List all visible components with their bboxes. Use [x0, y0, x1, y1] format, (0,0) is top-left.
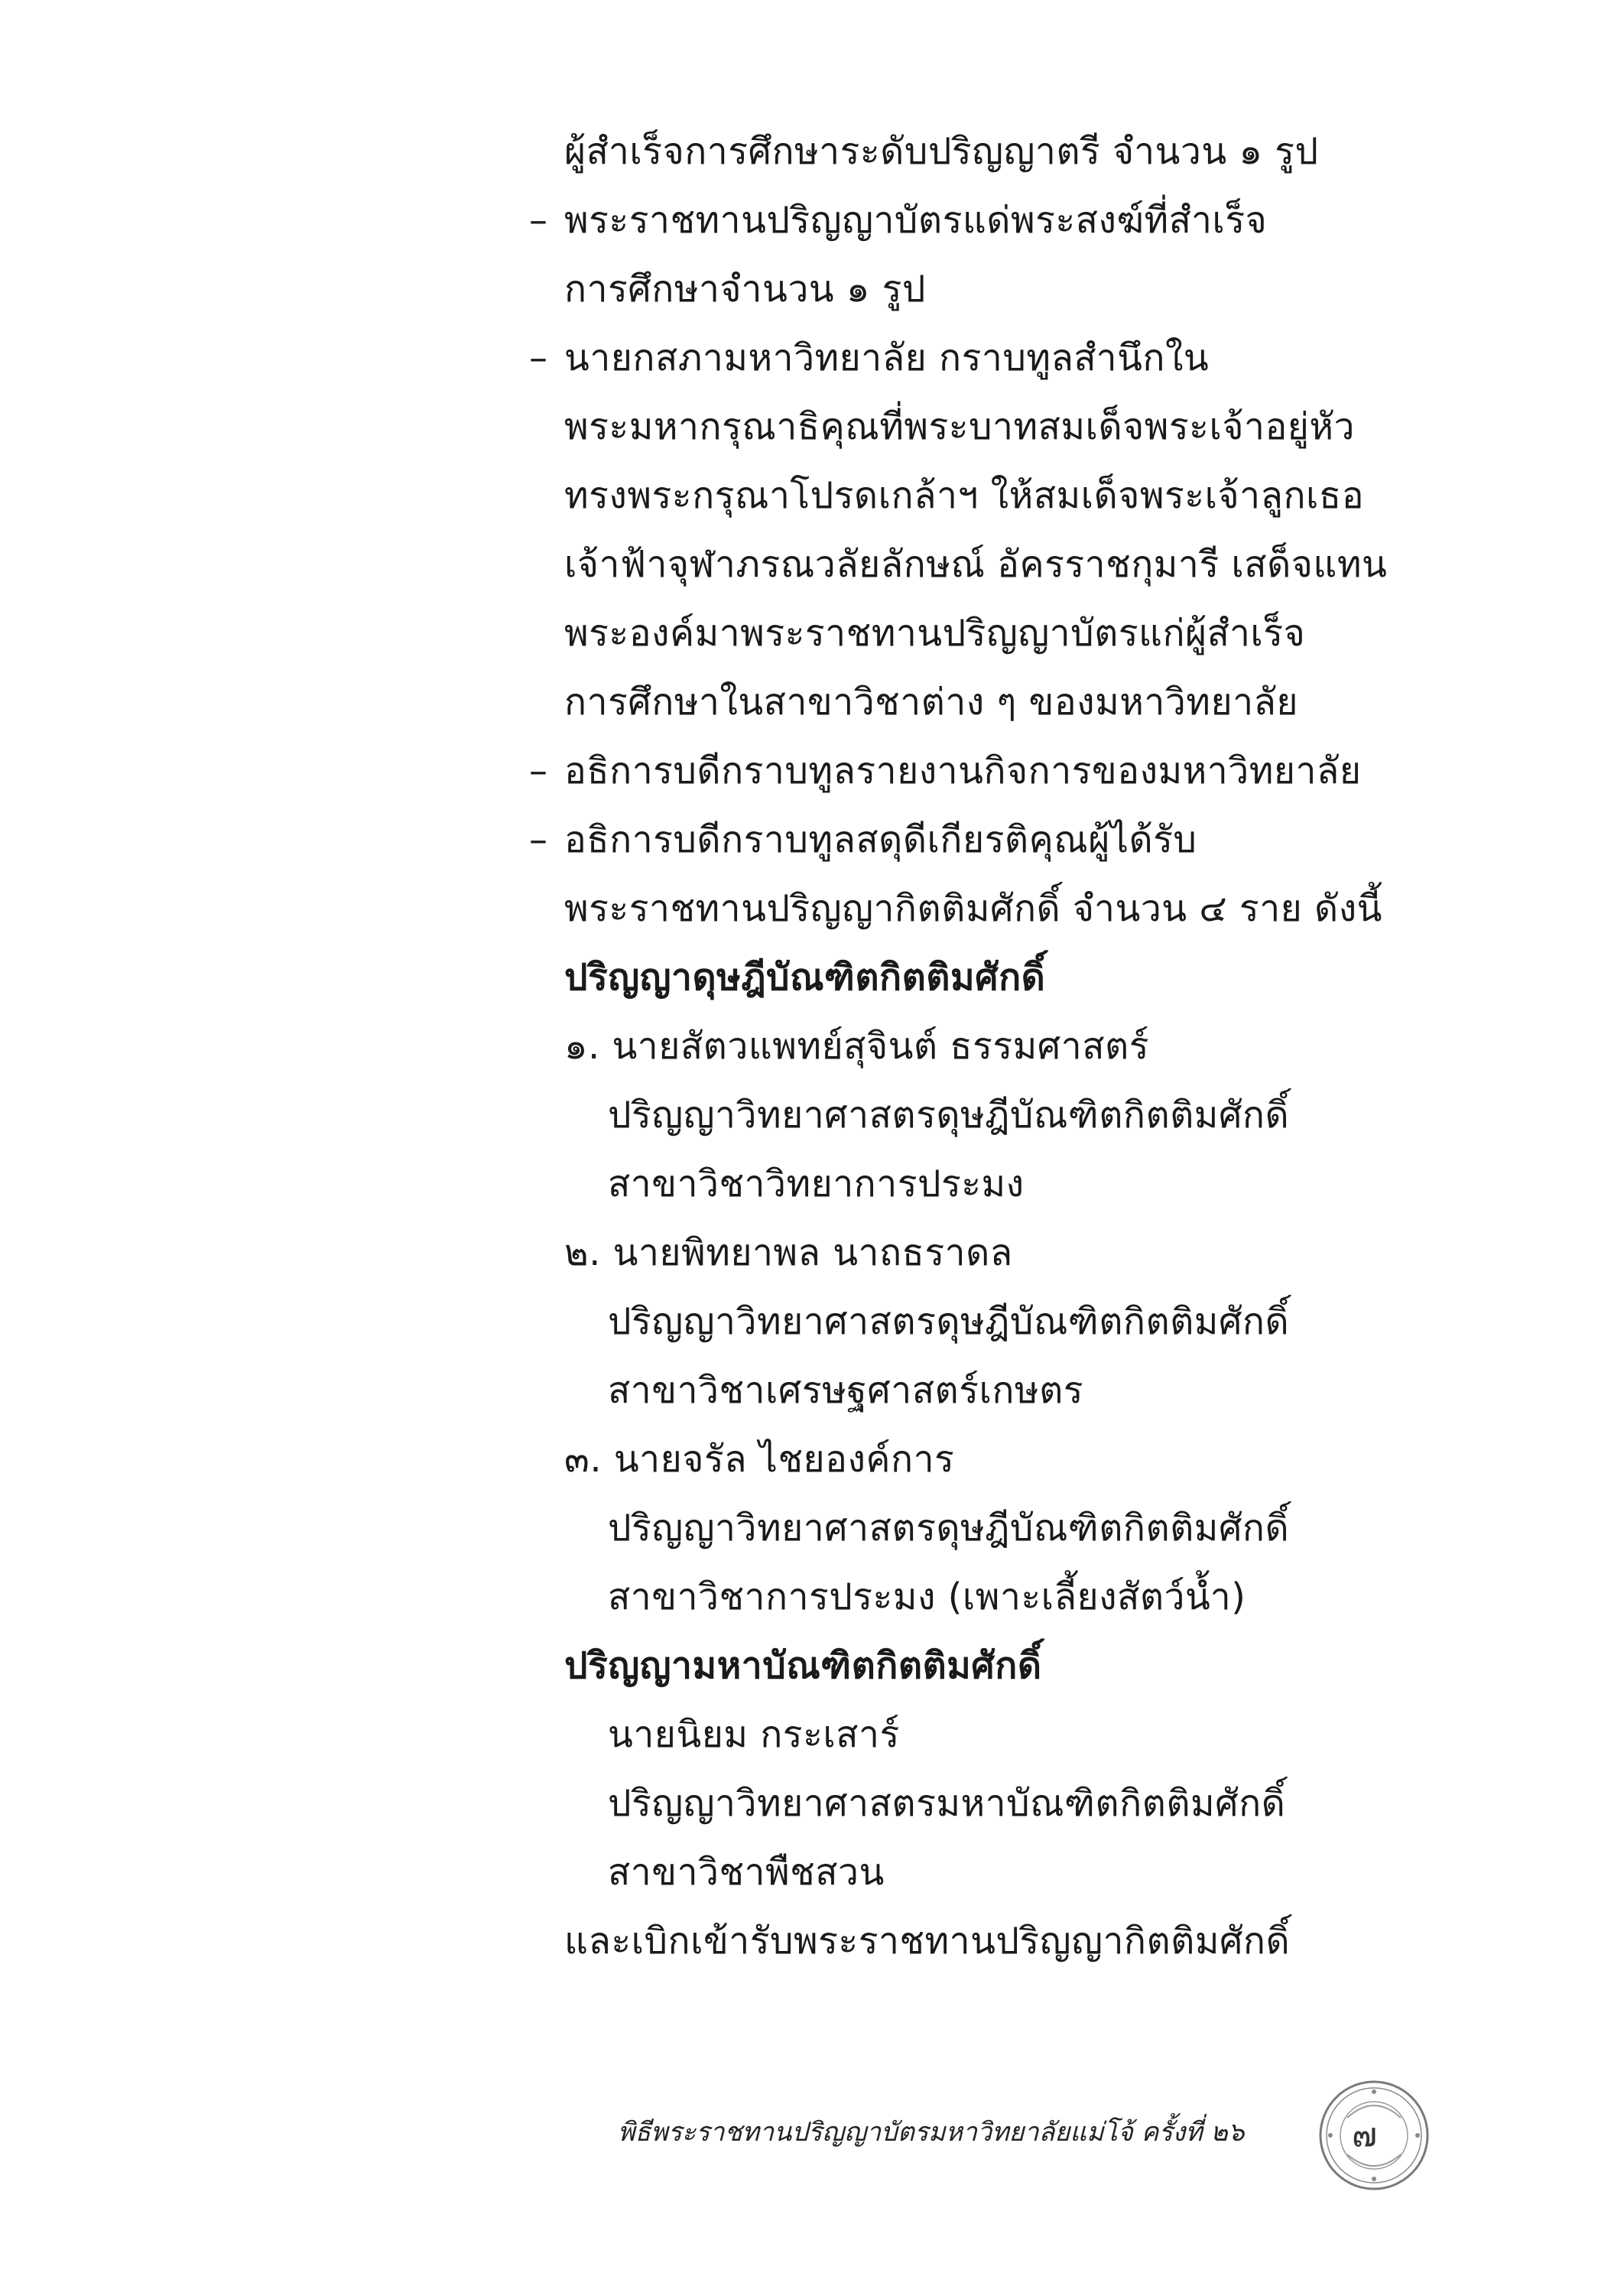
section-heading-doctorate: ปริญญาดุษฎีบัณฑิตกิตติมศักดิ์ — [564, 956, 1046, 999]
section-heading-masters: ปริญญามหาบัณฑิตกิตติมศักดิ์ — [564, 1644, 1042, 1687]
footer-caption: พิธีพระราชทานปริญญาบัตรมหาวิทยาลัยแม่โจ้ ครั้งที่ ๒๖ — [618, 2117, 1245, 2148]
recipient-1-field: สาขาวิชาวิทยาการประมง — [608, 1163, 1025, 1205]
text-line-10: อธิการบดีกราบทูลรายงานกิจการของมหาวิทยาลัย — [564, 750, 1362, 792]
text-line-3: การศึกษาจำนวน ๑ รูป — [564, 268, 926, 311]
bullet-dash: – — [529, 818, 547, 861]
text-line-12: พระราชทานปริญญากิตติมศักดิ์ จำนวน ๔ ราย ดังนี้ — [564, 887, 1382, 930]
recipient-2-degree: ปริญญาวิทยาศาสตรดุษฎีบัณฑิตกิตติมศักดิ์ — [608, 1300, 1290, 1343]
closing-line: และเบิกเข้ารับพระราชทานปริญญากิตติมศักดิ์ — [564, 1920, 1291, 1962]
recipient-3-field: สาขาวิชาการประมง (เพาะเลี้ยงสัตว์น้ำ) — [608, 1575, 1246, 1618]
text-line-11: อธิการบดีกราบทูลสดุดีเกียรติคุณผู้ได้รับ — [564, 818, 1197, 861]
text-line-9: การศึกษาในสาขาวิชาต่าง ๆ ของมหาวิทยาลัย — [564, 681, 1299, 724]
text-line-1: ผู้สำเร็จการศึกษาระดับปริญญาตรี จำนวน ๑ รูป — [564, 130, 1319, 173]
recipient-3-degree: ปริญญาวิทยาศาสตรดุษฎีบัณฑิตกิตติมศักดิ์ — [608, 1507, 1290, 1549]
page-number: ๗ — [1352, 2115, 1378, 2154]
text-line-8: พระองค์มาพระราชทานปริญญาบัตรแก่ผู้สำเร็จ — [564, 612, 1306, 655]
recipient-4-degree: ปริญญาวิทยาศาสตรมหาบัณฑิตกิตติมศักดิ์ — [608, 1782, 1286, 1825]
recipient-1-name: ๑. นายสัตวแพทย์สุจินต์ ธรรมศาสตร์ — [564, 1025, 1149, 1068]
recipient-1-degree: ปริญญาวิทยาศาสตรดุษฎีบัณฑิตกิตติมศักดิ์ — [608, 1094, 1290, 1136]
bullet-dash: – — [529, 337, 547, 379]
text-line-2: พระราชทานปริญญาบัตรแด่พระสงฆ์ที่สำเร็จ — [564, 199, 1268, 242]
recipient-4-field: สาขาวิชาพืชสวน — [608, 1851, 885, 1894]
recipient-4-name: นายนิยม กระเสาร์ — [608, 1713, 900, 1756]
recipient-3-name: ๓. นายจรัล ไชยองค์การ — [564, 1438, 955, 1481]
text-line-5: พระมหากรุณาธิคุณที่พระบาทสมเด็จพระเจ้าอยู่หัว — [564, 405, 1355, 448]
text-line-4: นายกสภามหาวิทยาลัย กราบทูลสำนึกใน — [564, 337, 1210, 379]
bullet-dash: – — [529, 750, 547, 792]
recipient-2-field: สาขาวิชาเศรษฐศาสตร์เกษตร — [608, 1369, 1084, 1412]
text-line-7: เจ้าฟ้าจุฬาภรณวลัยลักษณ์ อัครราชกุมารี เสด็จแทน — [564, 543, 1388, 586]
recipient-2-name: ๒. นายพิทยาพล นาถธราดล — [564, 1231, 1013, 1274]
bullet-dash: – — [529, 199, 547, 242]
text-line-6: ทรงพระกรุณาโปรดเกล้าฯ ให้สมเด็จพระเจ้าลูกเธอ — [564, 474, 1365, 517]
